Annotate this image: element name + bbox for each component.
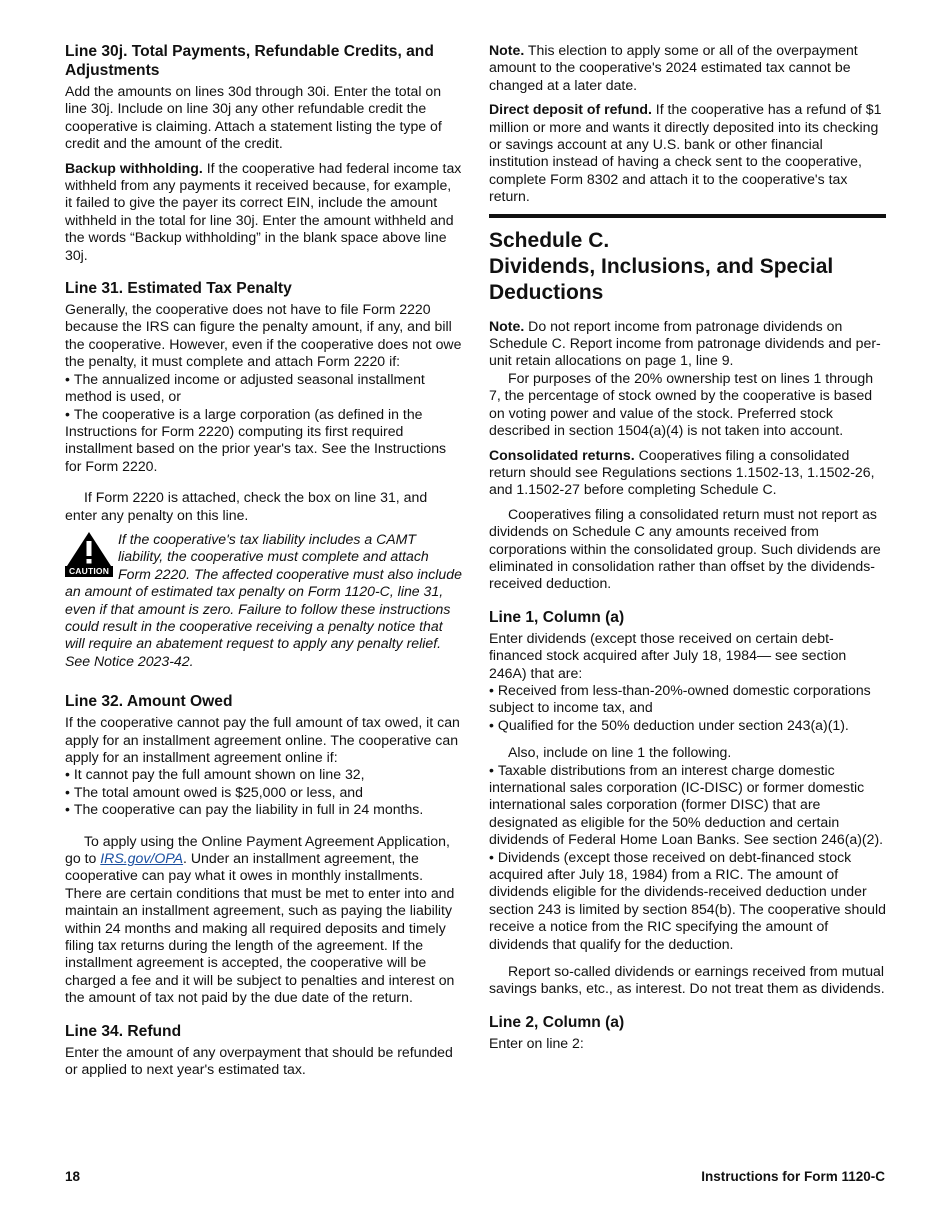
label-note-2: Note. <box>489 317 525 334</box>
bullet-line-1-3: • Taxable distributions from an interest charge domestic international sales corporation (IC-DISC) or former domestic international sales corporation (former DISC) that are designated as eligible for the 50% deduction and certain dividends of Federal Home Loan Banks. See section 246(a)(2). <box>489 762 886 849</box>
text-backup-withholding: If the cooperative had federal income tax withheld from any payments it received because, for example, it failed to give the payer its correct EIN, include the amount withheld in the total for line 30j. Enter the amount withheld and the words “Backup withholding” in the blank space above line 30j. <box>65 159 462 263</box>
bullet-line-31-2: • The cooperative is a large corporation (as defined in the Instructions for Form 2220) computing its first required installment based on the prior year's tax. See the Instructions for Form 2220. <box>65 406 462 476</box>
heading-line-30j: Line 30j. Total Payments, Refundable Credits, and Adjustments <box>65 43 434 79</box>
text-note-2: Do not report income from patronage dividends on Schedule C. Report income from patronage dividends and per-unit retain allocations on page 1, line 9. <box>489 317 881 369</box>
caution-text: If the cooperative's tax liability includes a CAMT liability, the cooperative must complete and attach Form 2220. The affected cooperative must also include an amount of estimated tax penalty on Form 1120-C, line 31, even if that amount is zero. Failure to follow these instructions could result in the cooperative receiving a penalty notice that will require an abatement request to apply any penalty relief. See Notice 2023-42. <box>65 530 462 669</box>
label-direct-deposit: Direct deposit of refund. <box>489 101 652 118</box>
right-column <box>489 42 886 1059</box>
heading-line-31: Line 31. Estimated Tax Penalty <box>65 280 292 298</box>
paragraph-savings-banks: Report so-called dividends or earnings received from mutual savings banks, etc., as interest. Do not treat them as dividends. <box>489 963 885 997</box>
bullet-line-32-1: • It cannot pay the full amount shown on line 32, <box>65 766 462 783</box>
schedule-c-title-line-1: Schedule C. <box>489 228 610 252</box>
text-direct-deposit: If the cooperative has a refund of $1 million or more and wants it directly deposited into its checking or savings account at any U.S. bank or other financial institution instead of having a check sent to the cooperative, complete Form 8302 and attach it to the cooperative's tax return. <box>489 101 882 205</box>
left-column <box>65 42 462 1086</box>
paragraph-note-patronage <box>489 318 886 370</box>
bullet-line-32-2: • The total amount owed is $25,000 or less, and <box>65 784 462 801</box>
irs-opa-link[interactable]: IRS.gov/OPA <box>100 850 184 867</box>
caution-label: CAUTION <box>65 566 113 577</box>
paragraph-consolidated-returns <box>489 447 886 499</box>
bullet-line-1-1: • Received from less-than-20%-owned domestic corporations subject to income tax, and <box>489 682 886 717</box>
caution-icon <box>65 531 113 577</box>
schedule-c-title-line-2: Dividends, Inclusions, and Special Deductions <box>489 254 834 304</box>
bullet-line-31-1: • The annualized income or adjusted seasonal installment method is used, or <box>65 371 462 406</box>
paragraph-direct-deposit <box>489 101 886 205</box>
paragraph-line-34: Enter the amount of any overpayment that should be refunded or applied to next year's estimated tax. <box>65 1043 453 1078</box>
bullet-line-1-4: • Dividends (except those received on debt-financed stock acquired after July 18, 1984) from a RIC. The amount of dividends eligible for the dividends-received deduction under section 243 is limited by section 854(b). The cooperative should receive a notice from the RIC specifying the amount of dividends that qualify for the deduction. <box>489 849 886 953</box>
page-number: 18 <box>65 1169 81 1184</box>
label-note: Note. <box>489 42 525 58</box>
heading-line-34: Line 34. Refund <box>65 1022 182 1040</box>
footer-form-title: Instructions for Form 1120-C <box>701 1169 885 1184</box>
text-consolidated-returns: Cooperatives filing a consolidated return should see Regulations sections 1.1502-13, 1.1502-26, and 1.1502-27 before completing Schedule C. <box>489 446 875 498</box>
heading-line-32: Line 32. Amount Owed <box>65 693 233 711</box>
caution-note <box>65 531 462 670</box>
paragraph-consolidated-group: Cooperatives filing a consolidated return must not report as dividends on Schedule C any amounts received from corporations within the consolidated group. Such dividends are eliminated in consolidation rather than offset by the dividends-received deduction. <box>489 505 881 592</box>
paragraph-also-include: Also, include on line 1 the following. <box>508 744 732 761</box>
text-note: This election to apply some or all of the overpayment amount to the cooperative's 2024 estimated tax cannot be changed at a later date. <box>489 42 858 93</box>
text-installment-pre: To apply using the Online Payment Agreement Application, go to <box>65 832 450 867</box>
heading-line-2-column-a: Line 2, Column (a) <box>489 1013 625 1031</box>
paragraph-line-30j: Add the amounts on lines 30d through 30i. Enter the total on line 30j. Include on line 30j any other refundable credit the cooperative is claiming. Attach a statement listing the type of credit and the amount of the credit. <box>65 83 442 152</box>
paragraph-installment-agreement <box>65 833 462 1007</box>
heading-line-1-column-a: Line 1, Column (a) <box>489 608 625 626</box>
label-backup-withholding: Backup withholding. <box>65 159 203 176</box>
schedule-c-title <box>489 228 886 306</box>
label-consolidated-returns: Consolidated returns. <box>489 446 635 463</box>
text-installment-post: . Under an installment agreement, the cooperative can pay what it owes in monthly installments. There are certain conditions that must be met to enter into and maintain an installment agreement, such as paying the liability within 24 months and making all required deposits and timely filing tax returns during the length of the agreement. If the installment agreement is accepted, the cooperative will be charged a fee and it will be subject to penalties and interest on the amount of tax not paid by the due date of the return. <box>65 850 455 1006</box>
paragraph-ownership-test: For purposes of the 20% ownership test on lines 1 through 7, the percentage of stock owned by the cooperative is based on voting power and value of the stock. Preferred stock described in section 1504(a)(4) is not taken into account. <box>489 369 874 439</box>
paragraph-line-31: Generally, the cooperative does not have to file Form 2220 because the IRS can figure the penalty amount, if any, and bill the cooperative. However, even if the cooperative does not owe the penalty, it must complete and attach Form 2220 if: <box>65 301 462 370</box>
paragraph-line-1: Enter dividends (except those received on certain debt-financed stock acquired after July 18, 1984— see section 246A) that are: <box>489 629 847 681</box>
section-divider <box>489 214 886 218</box>
paragraph-line-31-checkbox: If Form 2220 is attached, check the box on line 31, and enter any penalty on this line. <box>65 489 428 523</box>
paragraph-line-32: If the cooperative cannot pay the full amount of tax owed, it can apply for an installment agreement online. The cooperative can apply for an installment agreement online if: <box>65 714 460 765</box>
paragraph-backup-withholding <box>65 160 462 264</box>
bullet-line-1-2: • Qualified for the 50% deduction under section 243(a)(1). <box>489 717 886 734</box>
bullet-line-32-3: • The cooperative can pay the liability in full in 24 months. <box>65 801 462 818</box>
paragraph-note-election <box>489 42 886 94</box>
warning-triangle-icon <box>65 531 113 567</box>
paragraph-line-2: Enter on line 2: <box>489 1034 584 1051</box>
